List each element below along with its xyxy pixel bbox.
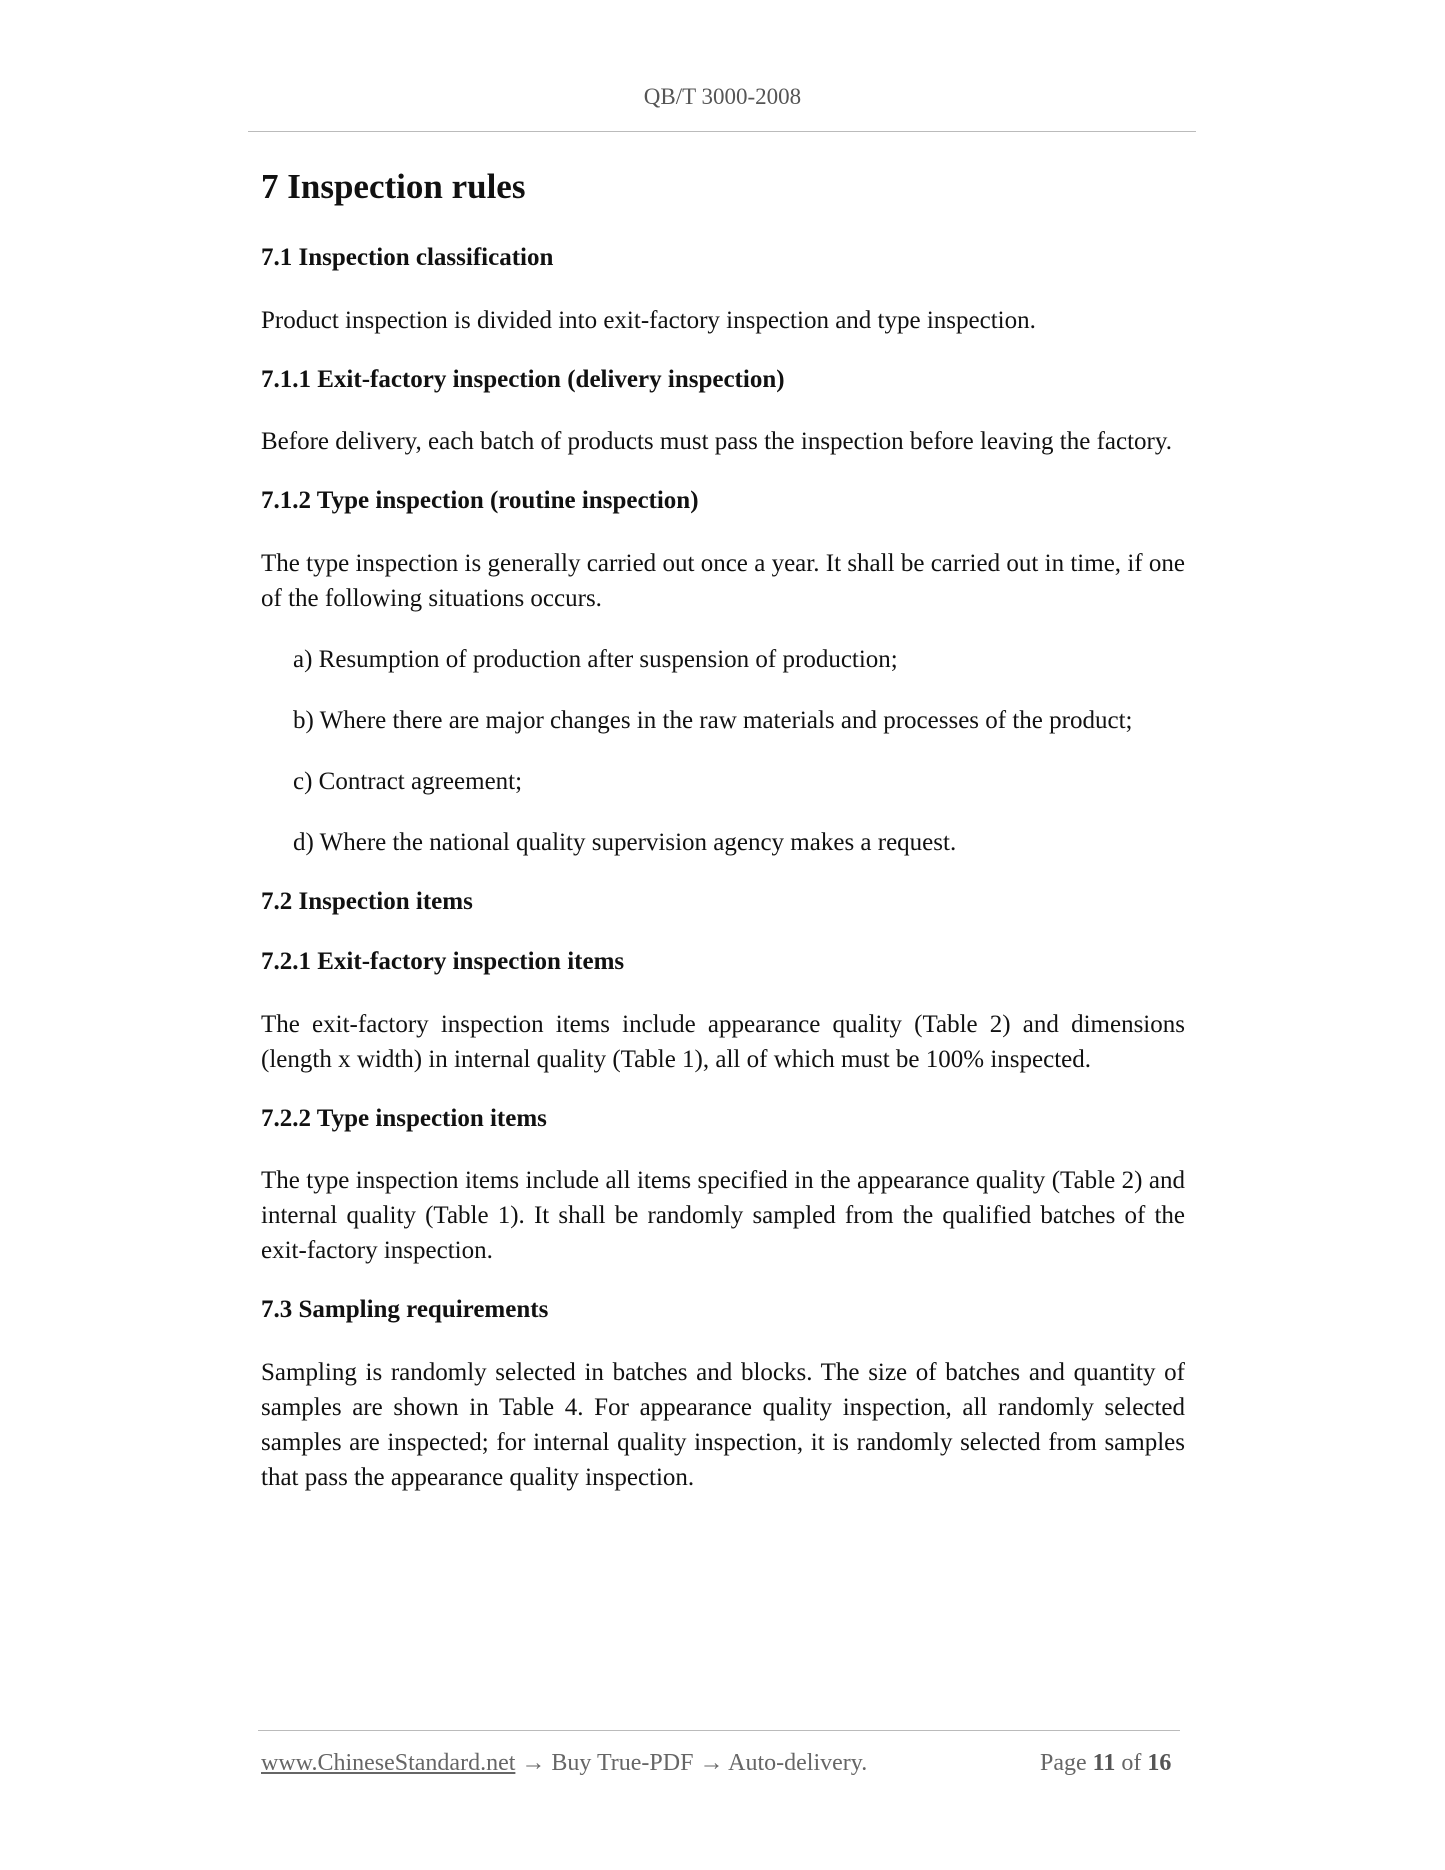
arrow-right-icon: → [699, 1750, 724, 1776]
paragraph-7-3: Sampling is randomly selected in batches and blocks. The size of batches and quantity of samples are shown in Table 4. For appearance quality inspection, all randomly selected samples are inspected; for internal quality inspection, it is randomly selected from samples that pass the appearance quality inspection. [261, 1358, 1185, 1491]
list-item: c) Contract agreement; [293, 767, 523, 795]
page-number [1040, 1750, 1171, 1777]
section-title: 7 Inspection rules [261, 167, 526, 206]
heading-7-2: 7.2 Inspection items [261, 887, 473, 915]
heading-7-1: 7.1 Inspection classification [261, 244, 554, 271]
heading-7-1-2: 7.1.2 Type inspection (routine inspection) [261, 487, 699, 514]
list-item: d) Where the national quality supervision agency makes a request. [293, 828, 957, 856]
running-header: QB/T 3000-2008 [643, 84, 802, 109]
paragraph-7-2-1: The exit-factory inspection items include appearance quality (Table 2) and dimensions (length x width) in internal quality (Table 1), all of which must be 100% inspected. [261, 1010, 1185, 1073]
footer-promo [261, 1750, 867, 1777]
buy-text: Buy True-PDF [551, 1750, 694, 1776]
of-label: of [1121, 1750, 1142, 1776]
page-label: Page [1040, 1750, 1087, 1776]
list-item: a) Resumption of production after suspension of production; [293, 645, 898, 673]
delivery-text: Auto-delivery. [728, 1750, 868, 1776]
heading-7-2-2: 7.2.2 Type inspection items [261, 1104, 547, 1132]
heading-7-1-1: 7.1.1 Exit-factory inspection (delivery inspection) [261, 365, 785, 393]
total-pages: 16 [1147, 1750, 1172, 1776]
header-divider [248, 131, 1196, 132]
paragraph-7-1-1: Before delivery, each batch of products must pass the inspection before leaving the factory. [261, 428, 1173, 455]
current-page: 11 [1092, 1750, 1116, 1776]
heading-7-3: 7.3 Sampling requirements [261, 1296, 549, 1323]
paragraph-7-2-2: The type inspection items include all items specified in the appearance quality (Table 2) and internal quality (Table 1). It shall be randomly sampled from the qualified batches of the exit-factory inspection. [261, 1167, 1185, 1264]
paragraph-7-1: Product inspection is divided into exit-factory inspection and type inspection. [261, 306, 1036, 334]
website-link[interactable]: www.ChineseStandard.net [261, 1750, 516, 1776]
footer-divider [258, 1730, 1180, 1731]
list-item: b) Where there are major changes in the raw materials and processes of the product; [293, 706, 1133, 734]
heading-7-2-1: 7.2.1 Exit-factory inspection items [261, 948, 625, 975]
arrow-right-icon: → [521, 1750, 546, 1776]
paragraph-7-1-2: The type inspection is generally carried out once a year. It shall be carried out in time, if one of the following situations occurs. [261, 549, 1185, 612]
page-content [261, 166, 1185, 1521]
